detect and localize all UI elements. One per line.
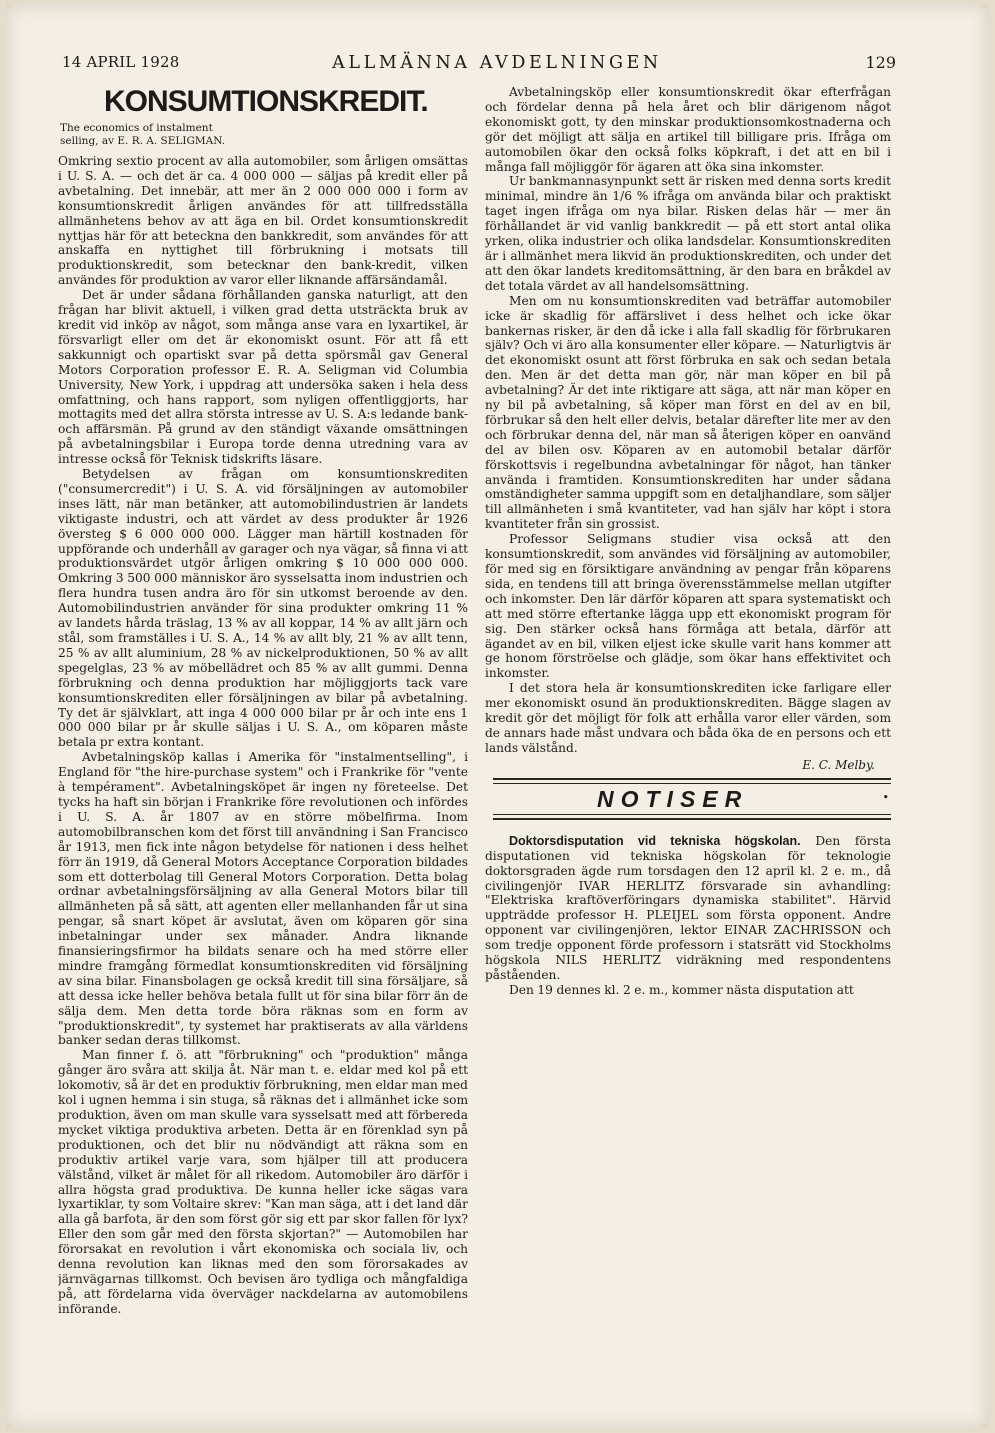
notice-paragraph (485, 834, 891, 983)
notice-heading: Doktorsdisputation vid tekniska högskolan. (509, 833, 801, 848)
page-number: 129 (865, 53, 896, 72)
paragraph-6: Avbetalningsköp eller konsumtionskredit ökar efterfrågan och fördelar denna på hela året och blir därigenom något ekonomiskt gott, ty den minskar produktionsomkostnaderna och gör det möjligt att sälja en artikel till billigare pris. Ifråga om automobilen ökar den också folks köpkraft, i det att en bil i många fall möjliggör för ägaren att öka sina inkomster. (485, 85, 891, 174)
paragraph-10: I det stora hela är konsumtionskrediten icke farligare eller mer ekonomiskt osund än produktionskrediten. Bägge slagen av kredit gör det möjligt för folk att erhålla varor eller värden, som de annars hade måst undvara och båda öka de en persons och ett lands välstånd. (485, 681, 891, 755)
paragraph-4: Avbetalningsköp kallas i Amerika för "instalmentselling", i England för "the hire-purchase system" och i Frankrike för "vente à tempérament". Avbetalningsköpet är ingen ny företeelse. Det tycks ha haft sin början i Frankrike före revolutionen och infördes i U. S. A. år 1807 av en större möbelfirma. Inom automobilbranschen kom det först till användning i San Francisco år 1913, men fick inte någon betydelse för nationen i dess helhet förr än 1919, då General Motors Acceptance Corporation bildades som ett dotterbolag till General Motors Corporation. Detta bolag ordnar avbetalningsförsäljning av alla General Motors bilar till allmänheten på så sätt, att agenten eller mellanhanden får ut sina pengar, så snart köpet är avslutat, även om köparen gör sina inbetalningar under sex månader. Andra liknande finansieringsfirmor ha bildats senare och ha med större eller mindre framgång förmedlat konsumtionskrediten vid försäljning av sina bilar. Finansbolagen ge också kredit till sina försäljare, så att dessa icke heller behöva betala fullt ut för sina bilar förr än de sälja dem. Men detta torde böra räknas som en form av "produktionskredit", ty systemet har praktiserats av alla världens banker sedan deras tillkomst. (58, 750, 468, 1048)
paragraph-7: Ur bankmannasynpunkt sett är risken med denna sorts kredit minimal, mindre än 1/6 % ifråga om använda bilar och praktiskt taget ingen ifråga om nya bilar. Risken delas här — mer än förhållandet är vid vanlig bankkredit — på ett stort antal olika yrken, olika industrier och olika landsdelar. Konsumtionskrediten är i allmänhet mera likvid än produktionskrediten, och under det att den ökar landets kreditomsättning, är den bara en bråkdel av det totala värdet av all handelsomsättning. (485, 174, 891, 293)
right-column (485, 85, 891, 1335)
byline-line-1: The economics of instalment (60, 122, 213, 134)
paragraph-2: Det är under sådana förhållanden ganska naturligt, att den frågan har blivit aktuell, i vilken grad detta utsträckta bruk av kredit vid inköp av något, som många anse vara en lyxartikel, är försvarligt eller om det är ekonomiskt osunt. För att få ett sakkunnigt och opartiskt svar på detta spörsmål gav General Motors Corporation professor E. R. A. Seligman vid Columbia University, New York, i uppdrag att undersöka saken i hela dess omfattning, och hans rapport, som nyligen offentliggjorts, har mottagits med det allra största intresse av U. S. A:s ledande bank- och affärsmän. På grund av den ständigt växande omsättningen på avbetalningsbilar i Europa torde denna utredning vara av intresse också för Teknisk tidskrifts läsare. (58, 288, 468, 467)
paragraph-1: Omkring sextio procent av alla automobiler, som årligen omsättas i U. S. A. — och det är ca. 4 000 000 — säljas på kredit eller på avbetalning. Det innebär, att mer än 2 000 000 000 i form av konsumtionskredit årligen användes för att tillfredsställa allmänhetens behov av att äga en bil. Ordet konsumtionskredit nyttjas här för att beteckna den bankkredit, som användes för att anskaffa en nyttighet till förbrukning i motsats till produktionskredit, som betecknar den bank-kredit, vilken användes för produktion av varor eller liknande affärsändamål. (58, 154, 468, 288)
left-column (58, 84, 468, 1329)
header-section: ALLMÄNNA AVDELNINGEN (332, 53, 662, 73)
paragraph-9: Professor Seligmans studier visa också att den konsumtionskredit, som användes vid försäljning av automobiler, för med sig en försiktigare användning av pengar från köparens sida, en tendens till att bringa överensstämmelse mellan utgifter och inkomster. Den lär därför köparen att spara systematiskt och att med större eftertanke lägga upp ett ekonomiskt program för sig. Den stärker också hans förmåga att betala, därför att ägandet av en bil, vilken eljest icke skulle varit hans kommer att ge honom förströelse och glädje, som ökar hans effektivitet och inkomster. (485, 532, 891, 681)
page (6, 4, 988, 1428)
notiser-heading: NOTISER (597, 785, 749, 812)
paragraph-5: Man finner f. ö. att "förbrukning" och "produktion" många gånger äro svåra att skilja åt. När man t. e. eldar med kol på ett lokomotiv, så är det en produktiv förbrukning, men eldar man med kol i ugnen hemma i sin stuga, så räknas det i allmänhet icke som produktion, även om man skulle vara sysselsatt med att förbereda mycket viktiga produktiva arbeten. Detta är en förenklad syn på produktionen, och det blir nu nödvändigt att räkna som en produktiv artikel varje vara, som hjälper till att producera välstånd, vilket är målet för all rikedom. Automobiler äro därför i allra högsta grad produktiva. De kunna heller icke sägas vara lyxartiklar, ty som Voltaire skrev: "Kan man säga, att i det land där alla gå barfota, är den som först gör sig ett par skor fallen för lyx? Eller den som går med den första skjortan?" — Automobilen har förorsakat en revolution i vårt ekonomiska och sociala liv, och denna revolution kan liknas med den som förorsakades av järnvägarnas tillkomst. Och bevisen äro tydliga och mångfaldiga på, att fördelarna vida överväger nackdelarna av automobilens införande. (58, 1048, 468, 1316)
header-date: 14 APRIL 1928 (62, 53, 180, 71)
paragraph-3: Betydelsen av frågan om konsumtionskrediten ("consumercredit") i U. S. A. vid försäljningen av automobiler inses lätt, när man betänker, att automobilindustrien är landets viktigaste industri, och att värdet av dess produkter år 1926 översteg $ 6 000 000 000. Lägger man härtill kostnaden för uppförande och underhåll av garager och nya vägar, så finna vi att produktionsvärdet utgör årligen omkring $ 10 000 000 000. Omkring 3 500 000 människor äro sysselsatta inom industrien och flera hundra tusen andra äro för sin utkomst beroende av den. Automobilindustrien använder för sina produkter omkring 11 % av landets hårda träslag, 13 % av all koppar, 14 % av allt järn och stål, som framställes i U. S. A., 14 % av allt bly, 21 % av allt tenn, 25 % av allt aluminium, 28 % av nickelproduktionen, 50 % av allt spegelglas, 23 % av möbellädret och 85 % av allt gummi. Denna förbrukning och denna produktion har möjliggjorts tack vare konsumtionskrediten eller försäljningen av bilar på avbetalning. Ty det är självklart, att inga 4 000 000 bilar pr år och inte ens 1 000 000 bilar pr år skulle säljas i U. S. A., om köparen måste betala pr extra kontant. (58, 467, 468, 750)
notiser-banner (493, 778, 891, 820)
article-title: KONSUMTIONSKREDIT. (104, 85, 428, 118)
notice-paragraph-2: Den 19 dennes kl. 2 e. m., kommer nästa disputation att (509, 982, 854, 997)
article-byline (60, 122, 468, 148)
ornament-dot: • (882, 790, 889, 804)
byline-line-2: selling, av E. R. A. SELIGMAN. (60, 135, 226, 147)
article-signature: E. C. Melby. (802, 757, 875, 772)
paragraph-8: Men om nu konsumtionskrediten vad beträffar automobiler icke är skadlig för affärslivet i dess helhet och icke ökar bankernas risker, är den då icke i alla fall skadlig för förbrukaren själv? Och vi äro alla konsumenter eller köpare. — Naturligtvis är det ekonomiskt osunt att först förbruka en sak och sedan betala den. Men är det detta man gör, när man köper en bil på avbetalning? Är det inte riktigare att säga, att när man köper en ny bil på avbetalning, så köper man först en del av en bil, förbrukar så den helt eller delvis, betalar därefter lite mer av den och förbrukar denna del, när man så återigen köper en oanvänd del av bilen osv. Köparen av en automobil betalar därför förskottsvis i regelbundna avbetalningar för något, han tänker använda i framtiden. Konsumtionskrediten har under sådana omständigheter samma uppgift som en detaljhandlare, som säljer till allmänheten i små kvantiteter, vad han själv har köpt i stora kvantiteter från sin grossist. (485, 293, 891, 532)
notice-text: Den första disputationen vid tekniska högskolan för teknologie doktorsgraden ägde rum torsdagen den 12 april kl. 2 e. m., då civilingenjör IVAR HERLITZ försvarade sin avhandling: "Elektriska kraftöverföringars dynamiska stabilitet". Härvid uppträdde professor H. PLEIJEL som första opponent. Andre opponent var civilingenjören, lektor EINAR ZACHRISSON och som tredje opponent förde professorn i statsrätt vid Stockholms högskola NILS HERLITZ vidräkning med respondentens påståenden. (485, 833, 891, 982)
